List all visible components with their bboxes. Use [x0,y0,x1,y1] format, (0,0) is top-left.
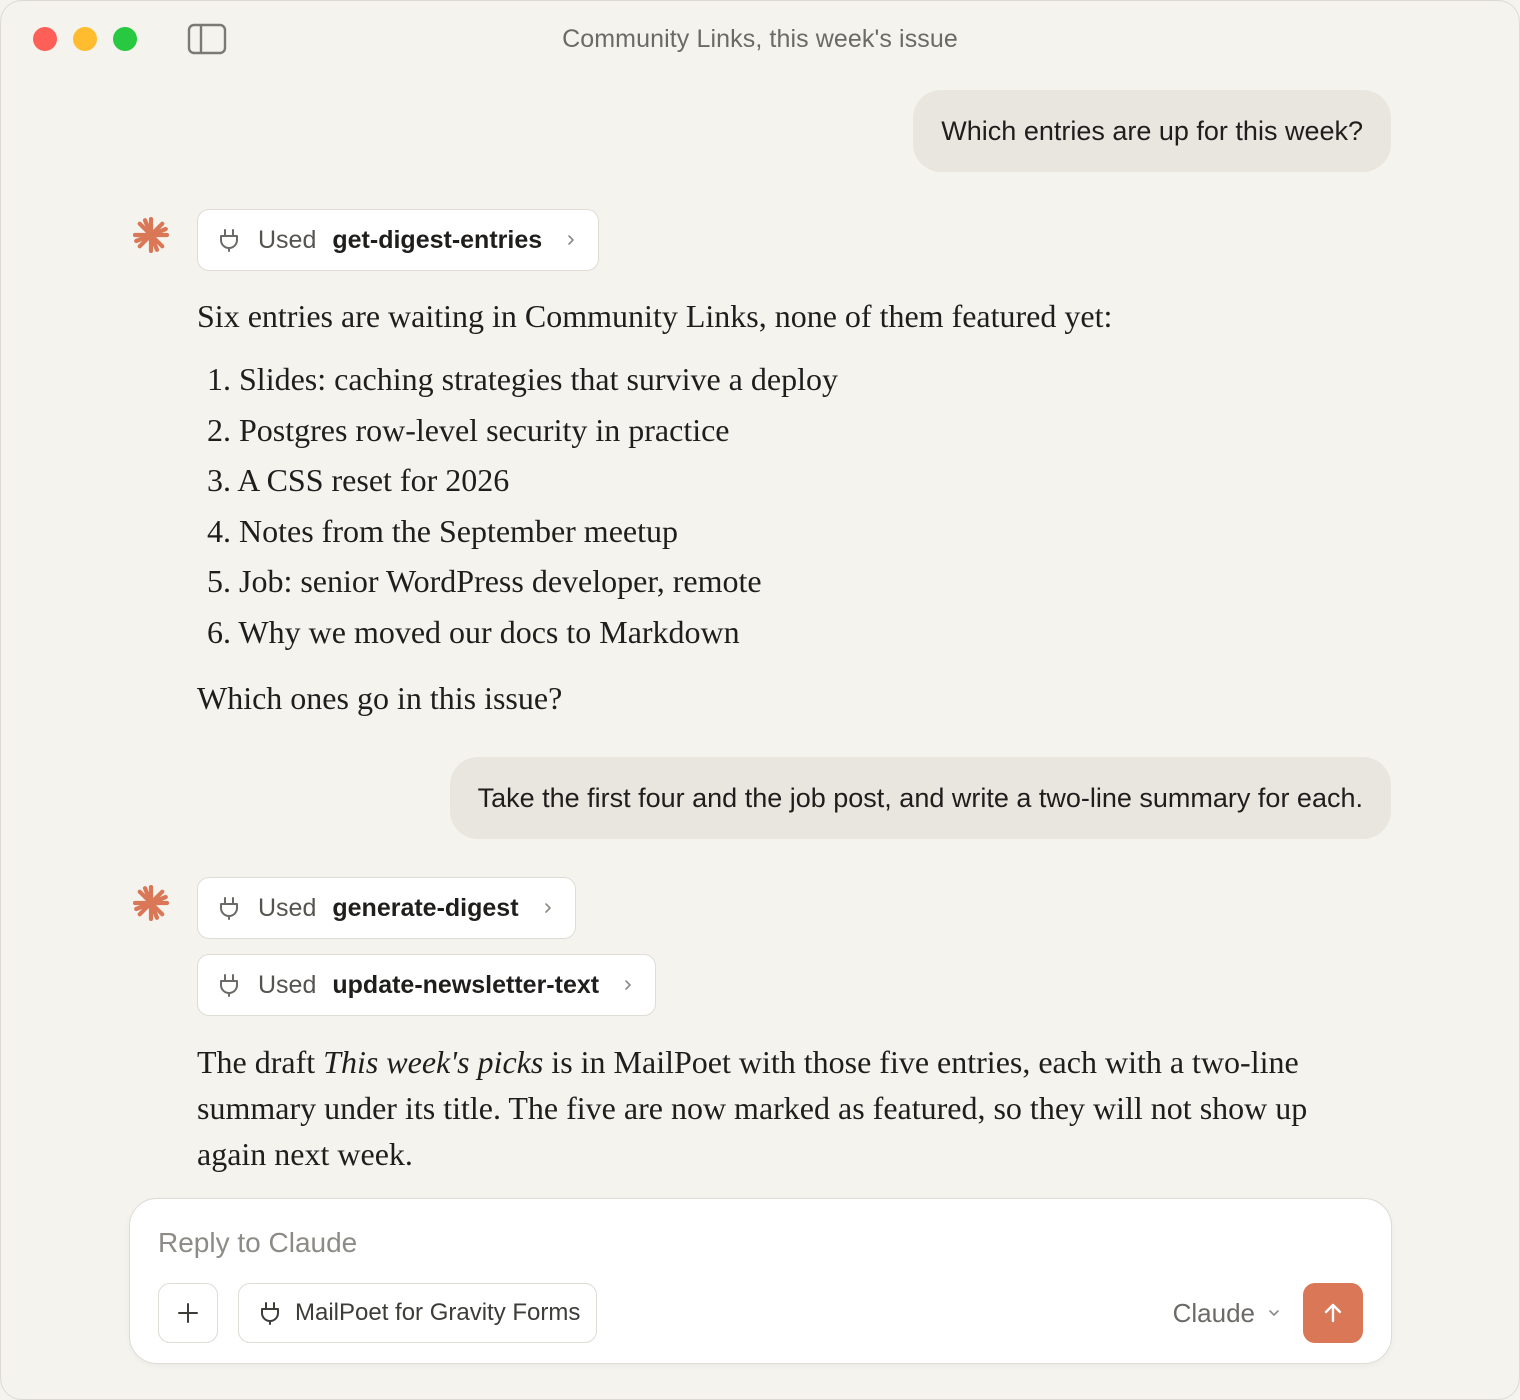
summary-text-end: is in MailPoet with those five entries, each with a two-line summary under its title. The five are now marked as featured, so they will not show up again next week. [197,1044,1308,1172]
assistant-message-question: Which ones go in this issue? [197,680,563,716]
model-selector[interactable] [1173,1291,1281,1335]
tool-call-prefix: Used [258,893,317,922]
draft-title: This week's picks [323,1044,544,1080]
list-item: 6. Why we moved our docs to Markdown [207,613,740,650]
connector-chip[interactable] [238,1283,597,1343]
tool-call-name: get-digest-entries [332,225,543,254]
tool-call-name: update-newsletter-text [332,970,600,999]
plug-icon [259,1301,281,1325]
claude-spark-icon [133,885,169,921]
user-message: Which entries are up for this week? [913,90,1391,172]
tool-call-get-digest-entries[interactable] [197,209,599,271]
arrow-up-icon [1321,1301,1345,1325]
assistant-message-intro: Six entries are waiting in Community Links, none of them featured yet: [197,298,1113,334]
summary-text-start: The draft [197,1044,324,1080]
list-item: 5. Job: senior WordPress developer, remote [207,563,762,600]
connector-label: MailPoet for Gravity Forms [295,1299,581,1326]
tool-call-name: generate-digest [332,893,519,922]
plug-icon [218,896,240,920]
chevron-right-icon [564,233,578,247]
tool-call-prefix: Used [258,970,317,999]
plus-icon [177,1302,199,1324]
list-item: 2. Postgres row-level security in practice [207,411,730,448]
reply-input[interactable] [158,1221,1058,1265]
user-message: Take the first four and the job post, and write a two-line summary for each. [450,757,1391,839]
entry-list [207,354,838,658]
chevron-right-icon [541,901,555,915]
send-button[interactable] [1303,1283,1363,1343]
title-bar [1,1,1519,79]
tool-call-update-newsletter-text[interactable] [197,954,656,1016]
assistant-message-summary [197,1039,1377,1177]
claude-spark-icon [133,217,169,253]
plug-icon [218,228,240,252]
tool-call-generate-digest[interactable] [197,877,576,939]
list-item: 1. Slides: caching strategies that survive a deploy [207,361,838,397]
tool-call-prefix: Used [258,225,317,254]
list-item: 3. A CSS reset for 2026 [207,462,510,499]
model-label: Claude [1172,1297,1255,1328]
plug-icon [218,973,240,997]
chevron-down-icon [1267,1306,1281,1320]
add-attachment-button[interactable] [158,1283,218,1343]
reply-composer [129,1198,1392,1364]
chevron-right-icon [621,978,635,992]
window-title: Community Links, this week's issue [562,25,958,53]
list-item: 4. Notes from the September meetup [207,512,678,549]
